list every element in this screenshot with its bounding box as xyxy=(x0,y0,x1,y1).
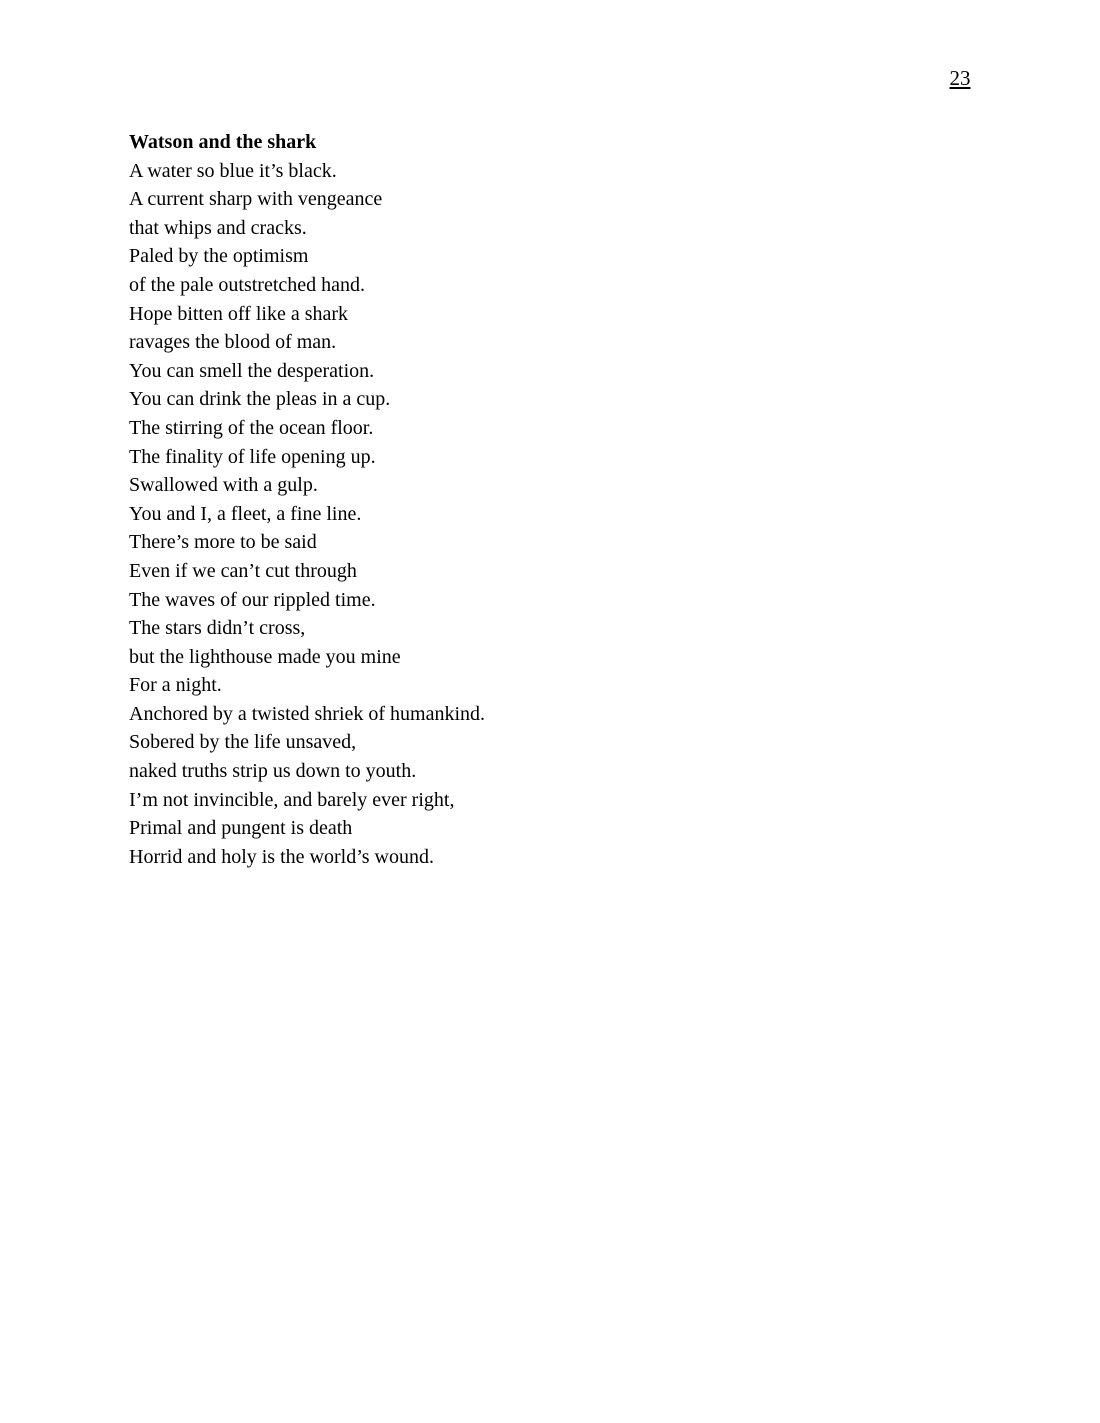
poem-line: A current sharp with vengeance xyxy=(129,188,383,211)
poem-line: Primal and pungent is death xyxy=(129,817,353,840)
poem-line: Horrid and holy is the world’s wound. xyxy=(129,845,434,868)
poem-line: but the lighthouse made you mine xyxy=(129,645,401,668)
poem-line: The stars didn’t cross, xyxy=(129,617,306,640)
poem-line: ravages the blood of man. xyxy=(129,331,337,354)
poem-line: Anchored by a twisted shriek of humankind. xyxy=(129,702,486,725)
poem-line: Hope bitten off like a shark xyxy=(129,302,349,325)
poem-line: For a night. xyxy=(129,674,222,697)
poem-line: Paled by the optimism xyxy=(129,245,309,268)
poem-line: The waves of our rippled time. xyxy=(129,588,376,611)
poem-line: You and I, a fleet, a fine line. xyxy=(129,502,362,525)
page-number: 23 xyxy=(949,66,971,90)
poem-line: naked truths strip us down to youth. xyxy=(129,760,417,783)
poem-line: A water so blue it’s black. xyxy=(129,159,337,182)
poem-line: You can smell the desperation. xyxy=(129,359,375,382)
poem-line: of the pale outstretched hand. xyxy=(129,273,366,296)
poem-line: Sobered by the life unsaved, xyxy=(129,731,357,754)
poem xyxy=(129,128,929,871)
poem-line: There’s more to be said xyxy=(129,531,317,554)
poem-line: that whips and cracks. xyxy=(129,216,307,239)
poem-title: Watson and the shark xyxy=(129,131,317,153)
poem-line: The finality of life opening up. xyxy=(129,445,376,468)
poem-line: You can drink the pleas in a cup. xyxy=(129,388,391,411)
poem-line: Swallowed with a gulp. xyxy=(129,474,318,497)
poem-lines xyxy=(129,157,929,872)
poem-line: The stirring of the ocean floor. xyxy=(129,416,374,439)
poem-line: Even if we can’t cut through xyxy=(129,559,357,582)
poem-line: I’m not invincible, and barely ever right, xyxy=(129,788,455,811)
